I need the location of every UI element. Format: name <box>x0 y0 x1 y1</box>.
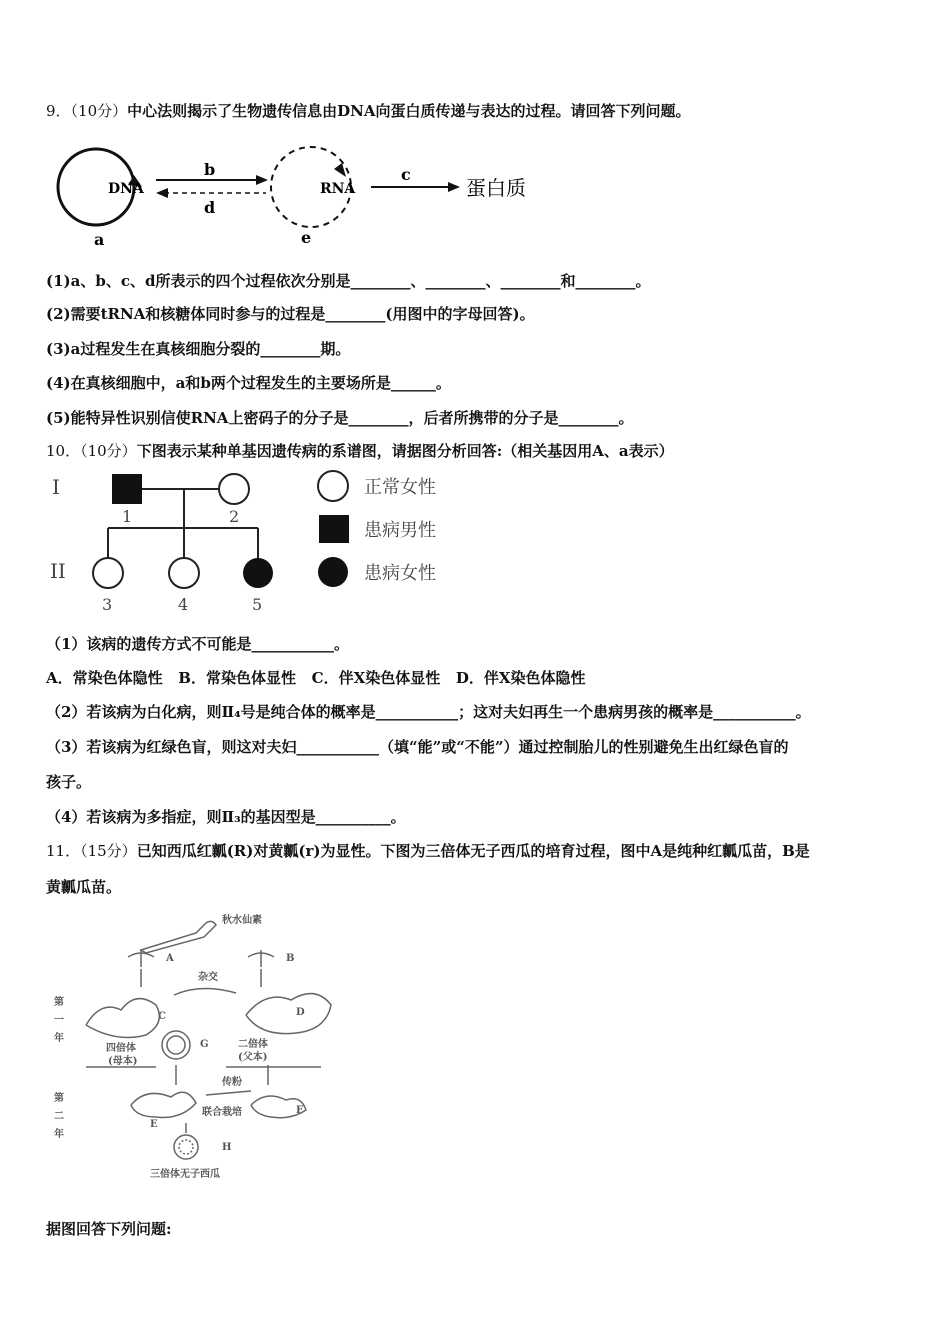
q10-stem: 下图表示某种单基因遗传病的系谱图，请据图分析回答:（相关基因用A、a表示） <box>136 442 674 460</box>
number-5: 5 <box>252 595 263 614</box>
number-3: 3 <box>102 595 113 614</box>
result-label: 三倍体无子西瓜 <box>150 1169 220 1180</box>
year1-label-c: 年 <box>54 1033 64 1044</box>
fruit-H-icon <box>174 1135 198 1159</box>
cross-arrow <box>174 988 236 995</box>
label-A: A <box>166 953 174 964</box>
triploid-watermelon-diagram <box>46 905 346 1190</box>
label-B: B <box>286 953 295 964</box>
label-F: F <box>296 1105 304 1116</box>
fruit-G-inner <box>167 1036 185 1054</box>
pollination-arrow <box>206 1091 251 1095</box>
q9-sub1: (1)a、b、c、d所表示的四个过程依次分别是________、________、________和________。 <box>46 272 651 290</box>
individual-I2-normal-female <box>219 474 249 504</box>
plant-D-sketch <box>246 994 331 1034</box>
label-d: d <box>204 198 216 217</box>
legend-affected-male-symbol <box>319 515 349 543</box>
number-4: 4 <box>178 595 189 614</box>
number-2: 2 <box>229 507 240 526</box>
generation-2-label: II <box>50 559 66 583</box>
q10-sub3-line2: 孩子。 <box>46 773 92 791</box>
mother-label: (母本) <box>108 1056 138 1067</box>
individual-I1-affected-male <box>112 474 142 504</box>
q10-number: 10．（10分） <box>46 442 137 460</box>
label-a: a <box>94 230 105 249</box>
label-D: D <box>296 1007 305 1018</box>
tetraploid-label: 四倍体 <box>106 1043 136 1054</box>
label-c: c <box>401 165 411 184</box>
individual-II4-normal-female <box>169 558 199 588</box>
number-1: 1 <box>122 507 133 526</box>
fruit-H-inner <box>179 1140 193 1154</box>
colchicine-label: 秋水仙素 <box>222 915 262 926</box>
q10-sub3-line1: （3）若该病为红绿色盲，则这对夫妇___________（填“能”或“不能”）通过控制胎儿的性别避免生出红绿色盲的 <box>46 738 789 756</box>
interplant-label: 联合栽培 <box>202 1107 242 1118</box>
q11-heading <box>46 841 810 861</box>
q10-heading <box>46 441 674 461</box>
cross-label: 杂交 <box>198 972 218 983</box>
label-e: e <box>301 228 312 247</box>
q9-number: 9．（10分） <box>46 102 128 120</box>
q11-number: 11．（15分） <box>46 842 137 860</box>
q11-stem-line2: 黄瓤瓜苗。 <box>46 878 122 896</box>
legend-affected-female-text: 患病女性 <box>364 563 436 584</box>
central-dogma-diagram <box>46 135 556 255</box>
q9-heading <box>46 101 691 121</box>
q10-options: A．常染色体隐性 B．常染色体显性 C．伴X染色体显性 D．伴X染色体隐性 <box>46 669 586 687</box>
rna-label: RNA <box>320 181 356 197</box>
q11-stem-line1: 已知西瓜红瓤(R)对黄瓤(r)为显性。下图为三倍体无子西瓜的培育过程，图中A是纯种红瓤瓜苗，B是 <box>136 842 810 860</box>
plant-C-sketch <box>86 999 159 1038</box>
year1-label-a: 第 <box>54 997 64 1008</box>
individual-II5-affected-female <box>243 558 273 588</box>
year2-label-a: 第 <box>54 1093 64 1104</box>
label-E: E <box>150 1119 158 1130</box>
q9-sub2: (2)需要tRNA和核糖体同时参与的过程是________(用图中的字母回答)。 <box>46 305 535 323</box>
loop-e-arrowhead <box>334 163 346 177</box>
pedigree-chart <box>46 468 466 616</box>
label-b: b <box>204 160 216 179</box>
label-H: H <box>222 1142 232 1153</box>
legend-affected-female-symbol <box>318 557 348 587</box>
q11-tail: 据图回答下列问题: <box>46 1220 172 1238</box>
plant-E-sketch <box>131 1092 196 1117</box>
legend-normal-female-symbol <box>318 471 348 501</box>
arrow-d-head <box>156 188 168 198</box>
fruit-G-icon <box>162 1031 190 1059</box>
father-label: (父本) <box>238 1052 268 1063</box>
arrow-c-head <box>448 182 460 192</box>
individual-II3-normal-female <box>93 558 123 588</box>
legend-normal-female-text: 正常女性 <box>364 477 436 498</box>
q9-stem: 中心法则揭示了生物遗传信息由DNA向蛋白质传递与表达的过程。请回答下列问题。 <box>127 102 691 120</box>
label-C: C <box>158 1011 166 1022</box>
q9-sub3: (3)a过程发生在真核细胞分裂的________期。 <box>46 340 351 358</box>
protein-label: 蛋白质 <box>466 176 526 200</box>
year1-label-b: 一 <box>54 1015 64 1026</box>
year2-label-b: 二 <box>54 1111 64 1122</box>
pollinate-label: 传粉 <box>222 1077 242 1088</box>
q10-sub2: （2）若该病为白化病，则Ⅱ₄号是纯合体的概率是___________；这对夫妇再生一个患病男孩的概率是___________。 <box>46 703 811 721</box>
dna-label: DNA <box>108 181 144 197</box>
legend-affected-male-text: 患病男性 <box>364 520 436 541</box>
q10-sub1: （1）该病的遗传方式不可能是___________。 <box>46 635 349 653</box>
generation-1-label: I <box>52 475 60 499</box>
q10-sub4: （4）若该病为多指症，则Ⅱ₃的基因型是__________。 <box>46 808 406 826</box>
year2-label-c: 年 <box>54 1129 64 1140</box>
diploid-label: 二倍体 <box>238 1039 268 1050</box>
arrow-b-head <box>256 175 268 185</box>
dropper-icon <box>141 921 216 953</box>
label-G: G <box>200 1039 209 1050</box>
q9-sub5: (5)能特异性识别信使RNA上密码子的分子是________，后者所携带的分子是________。 <box>46 409 634 427</box>
q9-sub4: (4)在真核细胞中，a和b两个过程发生的主要场所是______。 <box>46 374 451 392</box>
